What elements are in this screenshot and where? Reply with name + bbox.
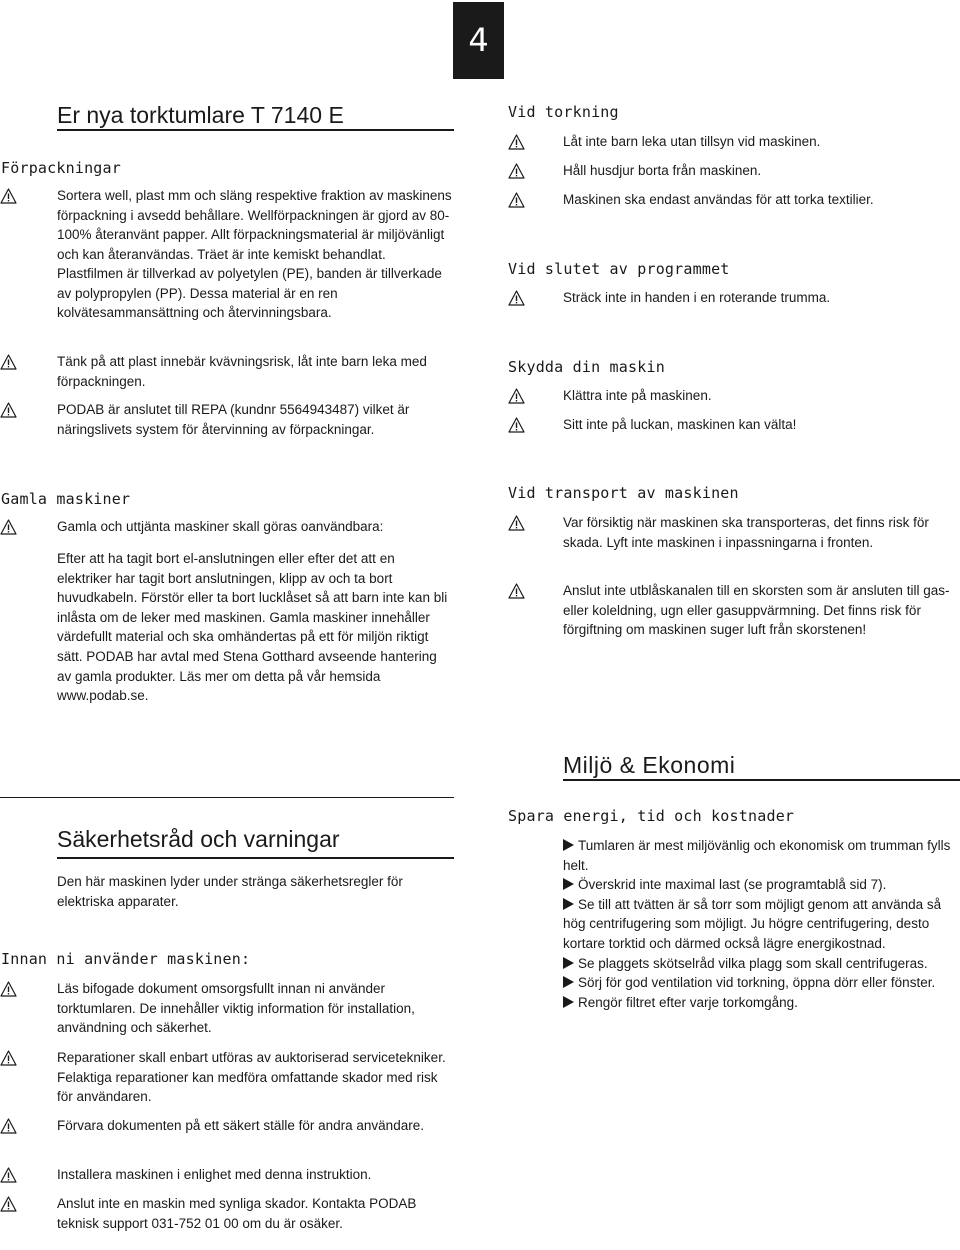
warning-icon: [508, 515, 525, 531]
skydda-heading: Skydda din maskin: [508, 358, 665, 376]
miljo-item-2: Överskrid inte maximal last (se programtablå sid 7).: [578, 877, 887, 893]
page-number: 4: [453, 2, 504, 79]
miljo-item-3: Se till att tvätten är så torr som möjligt genom att använda så hög centrifugering som möjligt. Ju högre centrifugering, desto kortare torktid och därmed också lägre energikostnad.: [563, 896, 942, 951]
forpackningar-heading: Förpackningar: [1, 159, 121, 177]
innan-heading: Innan ni använder maskinen:: [1, 950, 251, 968]
warning-icon: [0, 1167, 17, 1183]
warning-icon: [0, 1196, 17, 1212]
warning-icon: [0, 188, 17, 204]
vid-torkning-text-3: Maskinen ska endast användas för att torka textilier.: [563, 192, 874, 207]
page-title: Er nya torktumlare T 7140 E: [57, 102, 344, 128]
transport-heading: Vid transport av maskinen: [508, 484, 739, 502]
vid-slutet-text-1: Sträck inte in handen i en roterande trumma.: [563, 290, 831, 305]
transport-text-2: Anslut inte utblåskanalen till en skorsten som är ansluten till gas- eller koleldning, ugn eller gasuppvärmning. Det finns risk för förgiftning om maskinen suger luft från skorstenen!: [563, 583, 950, 637]
warning-icon: [0, 1050, 17, 1066]
gamla-heading: Gamla maskiner: [1, 490, 131, 508]
arrow-bullet-icon: [563, 839, 574, 851]
miljo-title: Miljö & Ekonomi: [563, 752, 736, 778]
title-rule: [57, 129, 454, 131]
sakerhet-intro: Den här maskinen lyder under stränga säkerhetsregler för elektriska apparater.: [57, 874, 403, 909]
warning-icon: [0, 981, 17, 997]
list-item: [563, 875, 955, 895]
skydda-text-2: Sitt inte på luckan, maskinen kan välta!: [563, 417, 797, 432]
miljo-list: [563, 836, 955, 1012]
warning-icon: [0, 402, 17, 418]
forpackningar-text-2: Tänk på att plast innebär kvävningsrisk, låt inte barn leka med förpackningen.: [57, 354, 427, 389]
section-rule: [0, 797, 454, 798]
gamla-body-text: Efter att ha tagit bort el-anslutningen eller efter det att en elektriker har tagit bort anslutningen, klipp av och ta bort huvudkabeln. Förstör eller ta bort lucklåset så att barn inte kan bli inlåsta om de leker med maskinen. Gamla maskiner innehåller värdefullt material och ska omhändertas på ett för miljön riktigt sätt. PODAB har avtal med Stena Gotthard avseende hantering av gamla produkter. Läs mer om detta på vår hemsida www.podab.se.: [57, 551, 448, 704]
list-item: [563, 993, 955, 1013]
miljo-item-1: Tumlaren är mest miljövänlig och ekonomisk om trumman fylls helt.: [563, 838, 951, 873]
arrow-bullet-icon: [563, 957, 574, 969]
miljo-item-4: Se plaggets skötselråd vilka plagg som skall centrifugeras.: [578, 955, 928, 971]
list-item: [563, 954, 955, 974]
innan-text-5: Anslut inte en maskin med synliga skador. Kontakta PODAB teknisk support 031-752 01 00 om du är osäker.: [57, 1196, 417, 1231]
arrow-bullet-icon: [563, 996, 574, 1008]
list-item: [563, 973, 955, 993]
warning-icon: [0, 519, 17, 535]
miljo-item-5: Sörj för god ventilation vid torkning, öppna dörr eller fönster.: [578, 975, 936, 991]
innan-text-1: Läs bifogade dokument omsorgsfullt innan ni använder torktumlaren. De innehåller viktig information för installation, användning och säkerhet.: [57, 981, 415, 1035]
warning-icon: [0, 354, 17, 370]
skydda-text-1: Klättra inte på maskinen.: [563, 388, 712, 403]
warning-icon: [508, 192, 525, 208]
warning-icon: [508, 583, 525, 599]
miljo-item-6: Rengör filtret efter varje torkomgång.: [578, 994, 798, 1010]
innan-text-3: Förvara dokumenten på ett säkert ställe för andra användare.: [57, 1118, 424, 1133]
vid-torkning-text-1: Låt inte barn leka utan tillsyn vid maskinen.: [563, 134, 821, 149]
miljo-heading: Spara energi, tid och kostnader: [508, 807, 795, 825]
arrow-bullet-icon: [563, 898, 574, 910]
vid-slutet-heading: Vid slutet av programmet: [508, 260, 730, 278]
warning-icon: [508, 134, 525, 150]
gamla-warning-text: Gamla och uttjänta maskiner skall göras oanvändbara:: [57, 519, 384, 534]
forpackningar-text-1: Sortera well, plast mm och släng respektive fraktion av maskinens förpackning i avsedd behållare. Wellförpackningen är gjord av 80-100% återanvänt papper. Allt förpackningsmaterial är miljövänligt och kan återanvändas. Träet är inte kemiskt behandlat. Plastfilmen är tillverkad av polyetylen (PE), banden är tillverkade av polypropylen (PP). Dessa material är en ren kolvätesammansättning och återvinningsbara.: [57, 188, 452, 320]
sakerhet-rule: [57, 857, 454, 859]
list-item: [563, 836, 955, 875]
warning-icon: [0, 1118, 17, 1134]
innan-text-4: Installera maskinen i enlighet med denna instruktion.: [57, 1167, 372, 1182]
innan-text-2: Reparationer skall enbart utföras av auktoriserad servicetekniker. Felaktiga reparationer kan medföra omfattande skador med risk för användaren.: [57, 1050, 446, 1104]
warning-icon: [508, 290, 525, 306]
warning-icon: [508, 163, 525, 179]
list-item: [563, 895, 955, 954]
arrow-bullet-icon: [563, 976, 574, 988]
arrow-bullet-icon: [563, 878, 574, 890]
vid-torkning-heading: Vid torkning: [508, 103, 619, 121]
miljo-rule: [563, 779, 960, 781]
vid-torkning-text-2: Håll husdjur borta från maskinen.: [563, 163, 762, 178]
warning-icon: [508, 417, 525, 433]
transport-text-1: Var försiktig när maskinen ska transporteras, det finns risk för skada. Lyft inte maskinen i inpassningarna i fronten.: [563, 515, 929, 550]
warning-icon: [508, 388, 525, 404]
sakerhet-title: Säkerhetsråd och varningar: [57, 826, 340, 852]
forpackningar-text-3: PODAB är anslutet till REPA (kundnr 5564943487) vilket är näringslivets system för återvinning av förpackningar.: [57, 402, 410, 437]
